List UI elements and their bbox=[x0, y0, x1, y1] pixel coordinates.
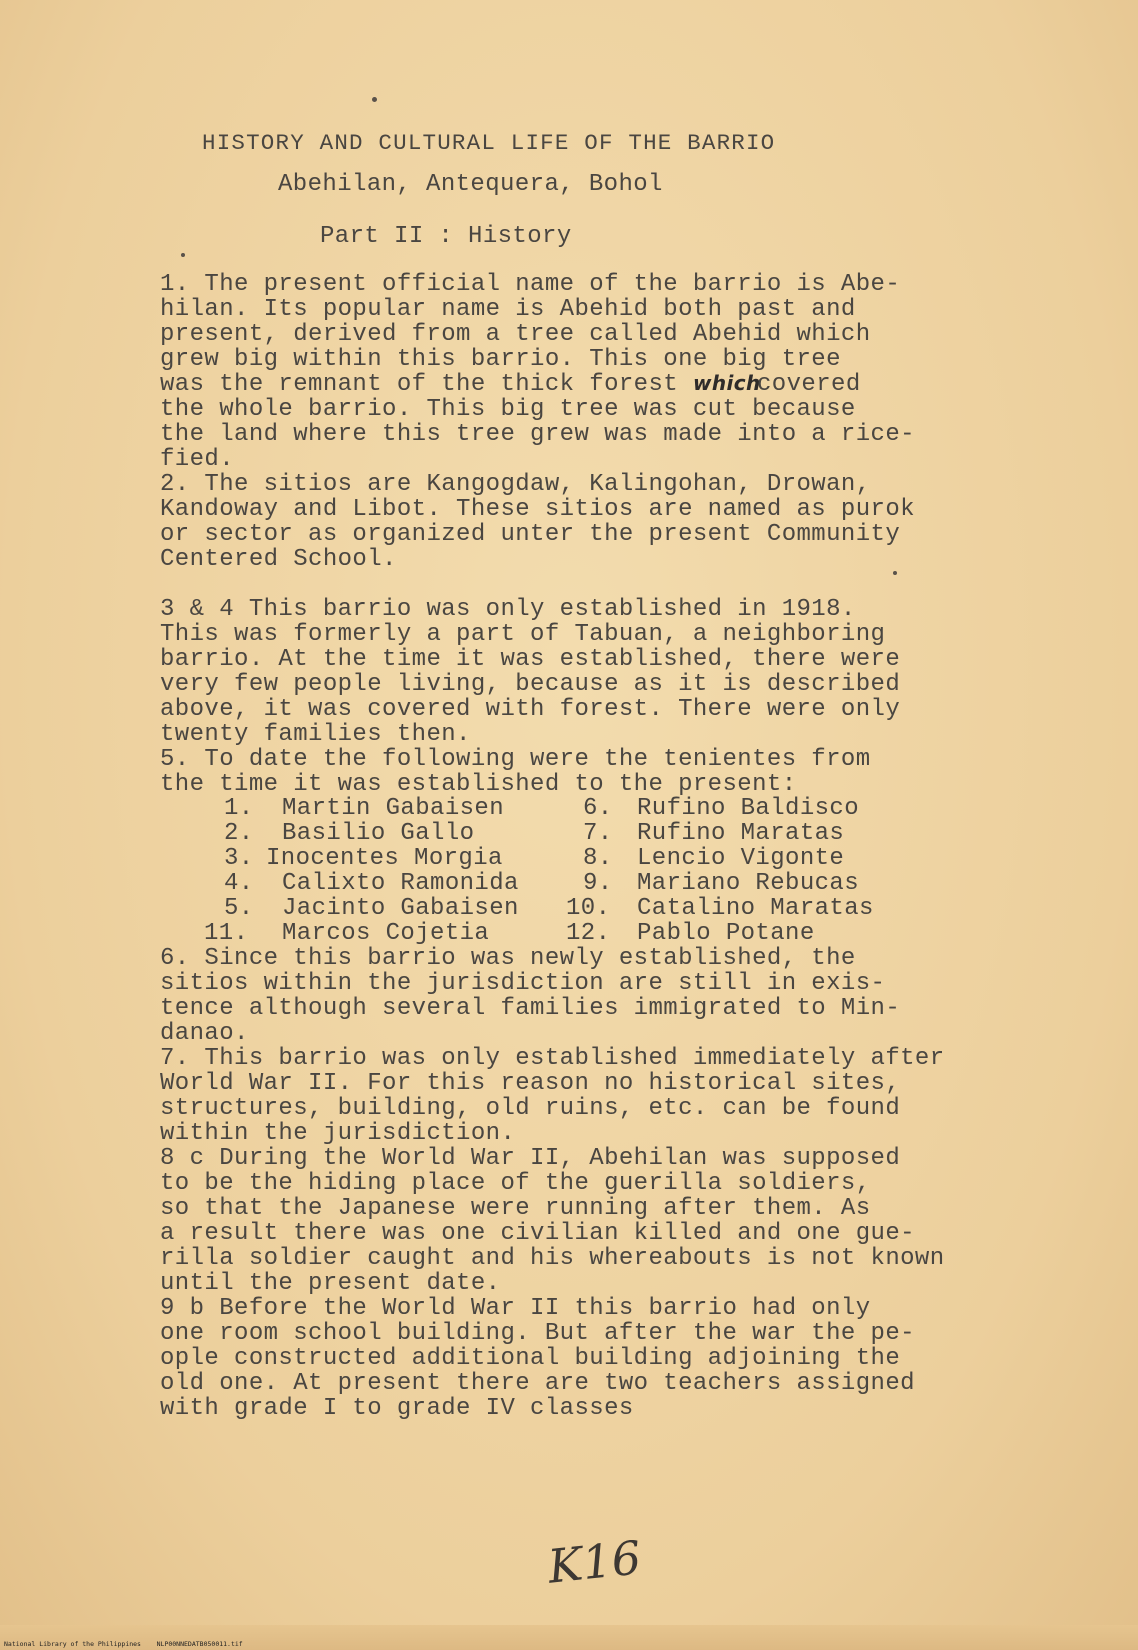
body-line: with grade I to grade IV classes bbox=[160, 1395, 634, 1422]
body-line: until the present date. bbox=[160, 1270, 501, 1297]
handwritten-insertion: which bbox=[693, 371, 761, 395]
body-line: hilan. Its popular name is Abehid both past and bbox=[160, 296, 856, 323]
document-part-heading: Part II : History bbox=[320, 223, 572, 250]
teniente-number: 1. bbox=[224, 795, 254, 822]
body-line: ople constructed additional building adjoining the bbox=[160, 1345, 901, 1372]
ink-speck bbox=[893, 571, 897, 575]
body-line: sitios within the jurisdiction are still in exis- bbox=[160, 970, 886, 997]
document-title: HISTORY AND CULTURAL LIFE OF THE BARRIO bbox=[202, 130, 776, 156]
teniente-number: 5. bbox=[224, 895, 254, 922]
body-line: barrio. At the time it was established, there were bbox=[160, 646, 901, 673]
body-line: Kandoway and Libot. These sitios are named as purok bbox=[160, 496, 915, 523]
body-line: the time it was established to the present: bbox=[160, 771, 797, 798]
teniente-name: Marcos Cojetia bbox=[282, 920, 490, 947]
teniente-number: 3. bbox=[224, 845, 254, 872]
body-line: old one. At present there are two teachers assigned bbox=[160, 1370, 915, 1397]
teniente-name: Pablo Potane bbox=[637, 920, 815, 947]
body-line: rilla soldier caught and his whereabouts is not known bbox=[160, 1245, 945, 1272]
body-line: 9 b Before the World War II this barrio had only bbox=[160, 1295, 871, 1322]
scan-footer: National Library of the Philippines NLP00NNEDATB050011.tif bbox=[4, 1640, 243, 1648]
teniente-name: Rufino Maratas bbox=[637, 820, 845, 847]
teniente-name: Mariano Rebucas bbox=[637, 870, 860, 897]
body-line: was the remnant of the thick forest bbox=[160, 371, 679, 398]
body-line: the whole barrio. This big tree was cut because bbox=[160, 396, 856, 423]
teniente-number: 9. bbox=[583, 870, 613, 897]
teniente-name: Lencio Vigonte bbox=[637, 845, 845, 872]
body-line: World War II. For this reason no historical sites, bbox=[160, 1070, 901, 1097]
body-line: one room school building. But after the war the pe- bbox=[160, 1320, 915, 1347]
teniente-name: Jacinto Gabaisen bbox=[282, 895, 519, 922]
handwritten-page-mark: K16 bbox=[545, 1530, 644, 1594]
teniente-number: 6. bbox=[583, 795, 613, 822]
body-line: 3 & 4 This barrio was only established in 1918. bbox=[160, 596, 856, 623]
teniente-number: 10. bbox=[566, 895, 611, 922]
body-line: 7. This barrio was only established immediately after bbox=[160, 1045, 945, 1072]
body-line: very few people living, because as it is described bbox=[160, 671, 901, 698]
teniente-name: Calixto Ramonida bbox=[282, 870, 519, 897]
body-line: above, it was covered with forest. There were only bbox=[160, 696, 901, 723]
body-line: 8 c During the World War II, Abehilan was supposed bbox=[160, 1145, 901, 1172]
teniente-number: 12. bbox=[566, 920, 611, 947]
body-line: fied. bbox=[160, 446, 235, 473]
body-line: so that the Japanese were running after them. As bbox=[160, 1195, 871, 1222]
body-line: or sector as organized unter the present Community bbox=[160, 521, 901, 548]
body-line: to be the hiding place of the guerilla soldiers, bbox=[160, 1170, 871, 1197]
body-line: twenty families then. bbox=[160, 721, 471, 748]
body-line-continuation: covered bbox=[757, 371, 861, 398]
teniente-number: 7. bbox=[583, 820, 613, 847]
body-line: This was formerly a part of Tabuan, a neighboring bbox=[160, 621, 886, 648]
body-line: tence although several families immigrated to Min- bbox=[160, 995, 901, 1022]
teniente-number: 4. bbox=[224, 870, 254, 897]
body-line: danao. bbox=[160, 1020, 249, 1047]
teniente-number: 8. bbox=[583, 845, 613, 872]
body-line: 5. To date the following were the tenientes from bbox=[160, 746, 871, 773]
body-line: 2. The sitios are Kangogdaw, Kalingohan, Drowan, bbox=[160, 471, 871, 498]
body-line: grew big within this barrio. This one big tree bbox=[160, 346, 841, 373]
teniente-number: 11. bbox=[204, 920, 249, 947]
body-line: present, derived from a tree called Abehid which bbox=[160, 321, 871, 348]
teniente-name: Basilio Gallo bbox=[282, 820, 475, 847]
ink-speck bbox=[372, 97, 377, 102]
teniente-name: Martin Gabaisen bbox=[282, 795, 505, 822]
ink-speck bbox=[181, 253, 185, 257]
body-line: structures, building, old ruins, etc. can be found bbox=[160, 1095, 901, 1122]
document-location: Abehilan, Antequera, Bohol bbox=[278, 171, 663, 198]
body-line: the land where this tree grew was made into a rice- bbox=[160, 421, 915, 448]
teniente-name: Catalino Maratas bbox=[637, 895, 874, 922]
body-line: within the jurisdiction. bbox=[160, 1120, 516, 1147]
body-line: 6. Since this barrio was newly established, the bbox=[160, 945, 856, 972]
body-line: a result there was one civilian killed and one gue- bbox=[160, 1220, 915, 1247]
teniente-name: Rufino Baldisco bbox=[637, 795, 860, 822]
body-line: Centered School. bbox=[160, 546, 397, 573]
body-line: 1. The present official name of the barrio is Abe- bbox=[160, 271, 901, 298]
teniente-number: 2. bbox=[224, 820, 254, 847]
teniente-name: Inocentes Morgia bbox=[266, 845, 503, 872]
